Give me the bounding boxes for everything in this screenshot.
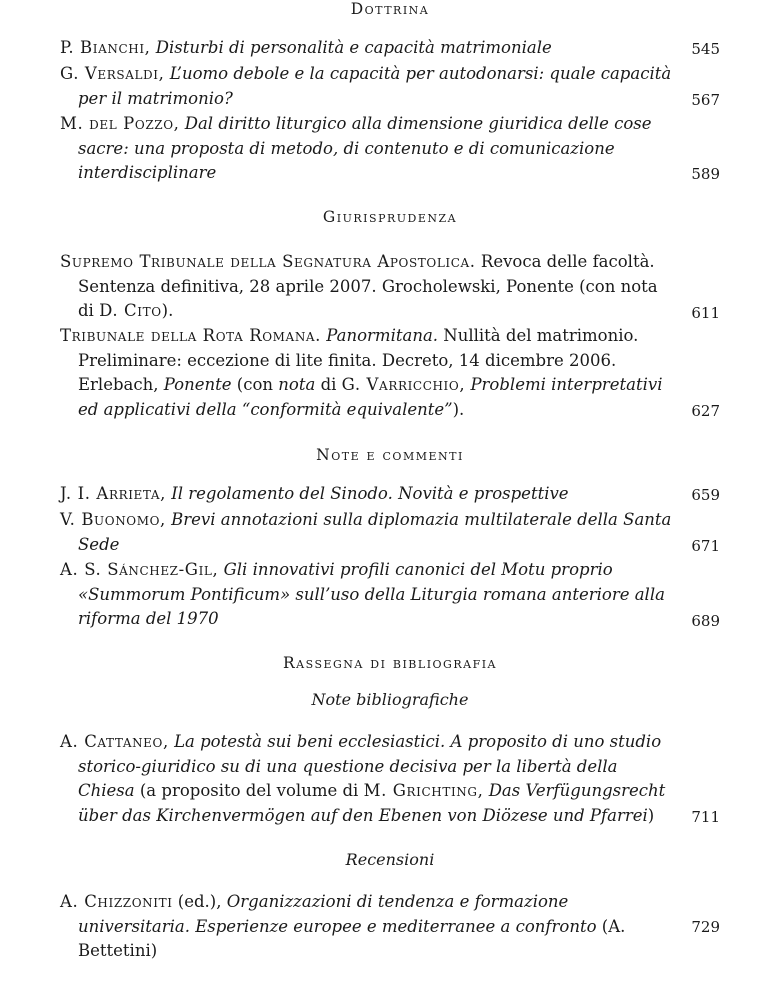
note-author: D. Cito [99,301,162,320]
entry-title: Gli innovativi profili canonici del Motu proprio «Summorum Pontificum» sull’uso della Liturgia romana anteriore alla riforma del 1970 [78,560,665,628]
entry-author: Tribunale della Rota Romana. [60,326,322,345]
entry-page: 711 [691,808,720,826]
toc-entry [60,890,678,964]
entry-title: Il regolamento del Sinodo. Novità e prospettive [171,484,569,503]
toc-entry [60,36,678,61]
toc-entry [60,250,678,324]
entry-page: 589 [691,165,720,183]
entry-page: 545 [691,40,720,58]
note-title: Problemi interpretativi ed applicativi della “conformità equivalente” [78,375,663,419]
volume-author: M. Grichting, [363,781,484,800]
entry-page: 671 [691,537,720,555]
subsection-heading: Recensioni [345,850,435,869]
toc-entry [60,482,678,507]
entry-reviewer: (A. Bettetini) [78,916,626,960]
toc-entry [60,730,678,828]
entry-title: Organizzazioni di tendenza e formazione universitaria. Esperienze europee e mediterranee a confronto [78,892,597,936]
toc-entry [60,558,678,632]
section-heading-note: Note e commenti [316,446,464,464]
entry-page: 729 [691,918,720,936]
entry-author: V. Buonomo, [60,510,166,529]
entry-text: (a proposito del volume di [139,781,359,800]
entry-text-end: ). [161,301,174,320]
toc-entry [60,508,678,557]
toc-entry [60,324,678,422]
entry-title: Panormitana. [326,326,439,345]
entry-nota: nota [278,375,316,394]
entry-title: L’uomo debole e la capacità per autodonarsi: quale capacità per il matrimonio? [78,64,672,108]
entry-author: Supremo Tribunale della Segnatura Apostolica. [60,252,476,271]
entry-text: Revoca delle facoltà. Sentenza definitiva, 28 aprile 2007. Grocholewski, Ponente (con nota di [78,252,658,320]
entry-page: 567 [691,91,720,109]
entry-text2: (con [236,375,274,394]
volume-title: Das Verfügungsrecht über das Kirchenvermögen auf den Ebenen von Diözese und Pfarrei [78,781,666,825]
subsection-heading: Note bibliografiche [311,690,469,709]
entry-ed: (ed.), [177,892,222,911]
section-heading-rassegna: Rassegna di bibliografia [282,654,497,672]
section-heading-giurisprudenza: Giurisprudenza [322,208,458,226]
toc-entry [60,62,678,111]
note-author: G. Varricchio, [341,375,466,394]
entry-author: A. Cattaneo, [60,732,169,751]
entry-page: 659 [691,486,720,504]
entry-author: A. Chizzoniti [60,892,173,911]
entry-title: Brevi annotazioni sulla diplomazia multilaterale della Santa Sede [78,510,672,554]
toc-entry [60,112,678,186]
entry-text-end: ) [647,805,655,825]
entry-title: La potestà sui beni ecclesiastici. A proposito di uno studio storico-giuridico su di una questione decisiva per la libertà della Chiesa [78,732,662,800]
entry-author: A. S. Sánchez-Gil, [60,560,219,579]
entry-page: 689 [691,612,720,630]
entry-ponente: Ponente [163,375,232,394]
entry-author: J. I. Arrieta, [60,484,166,503]
entry-text: Nullità del matrimonio. Preliminare: eccezione di lite finita. Decreto, 14 dicembre 2006. Erlebach, [78,326,639,394]
entry-author: P. Bianchi, [60,38,151,57]
entry-author: M. del Pozzo, [60,114,180,133]
entry-text3: di [320,375,337,394]
entry-author: G. Versaldi, [60,64,165,83]
entry-text-end: ). [452,399,465,419]
entry-page: 611 [691,304,720,322]
entry-page: 627 [691,402,720,420]
entry-title: Disturbi di personalità e capacità matrimoniale [155,38,552,57]
entry-title: Dal diritto liturgico alla dimensione giuridica delle cose sacre: una proposta di metodo, di contenuto e di comunicazione interdisciplinare [78,114,652,182]
section-heading-dottrina: Dottrina [350,0,430,18]
